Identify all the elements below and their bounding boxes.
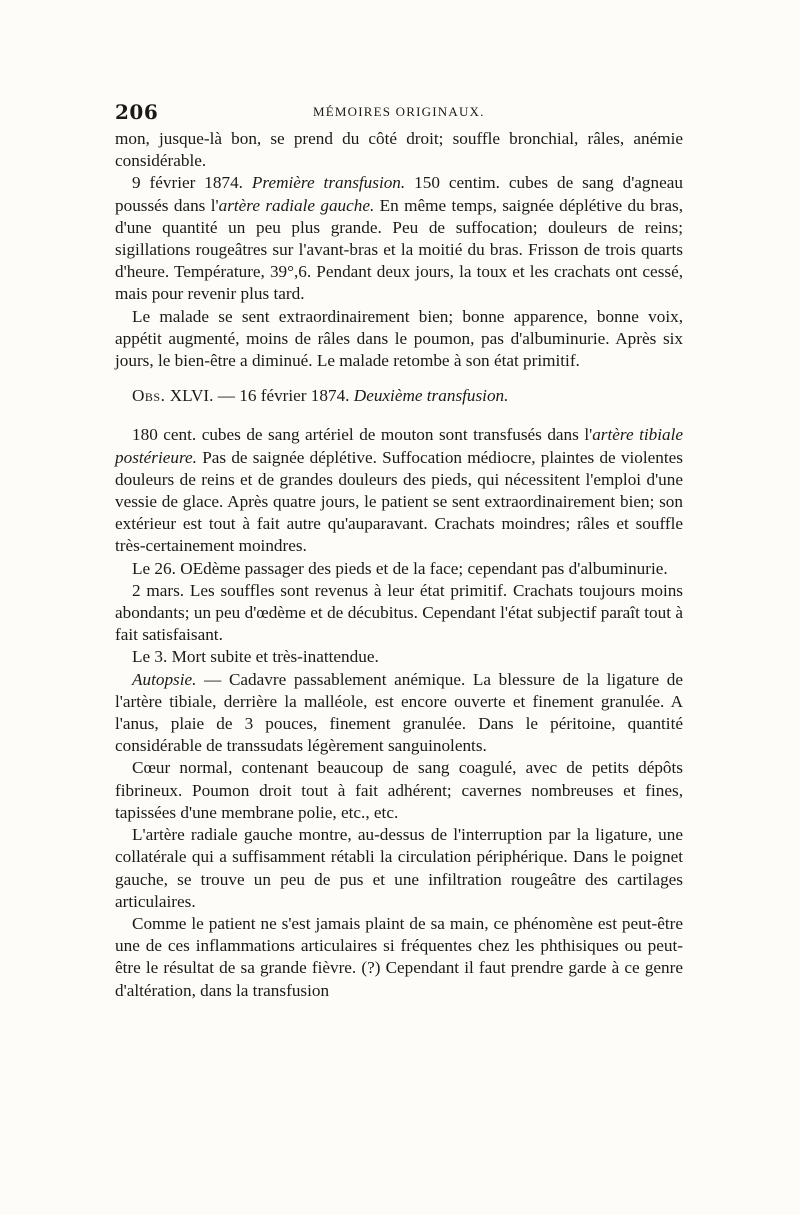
paragraph-2-text-a: 150 centim. cubes de sang d'agneau poussés dans l' [115,173,683,215]
observation-label: Obs. [132,386,166,406]
paragraph-11-text: Comme le patient ne s'est jamais plaint de sa main, ce phénomène est peut-être une de ces inflammations articulaires si fréquentes chez les phthisiques ou peut-être le résultat de sa grande fièvre. (?) Cependant il faut prendre garde à ce genre d'altération, dans la transfusion [115,913,683,1000]
paragraph-9-text: Cœur normal, contenant beaucoup de sang coagulé, avec de petits dépôts fibrineux. Poumon droit tout à fait adhérent; cavernes nombreuses et fines, tapissées d'une membrane polie, etc., etc. [115,758,683,822]
paragraph-11 [115,913,683,1002]
paragraph-8 [115,669,683,758]
running-head [115,100,685,124]
paragraph-4-text-a: 180 cent. cubes de sang artériel de mouton sont transfusés dans l' [132,425,593,445]
date-first-transfusion: 9 février 1874. [132,173,252,193]
paragraph-2 [115,172,683,305]
paragraph-2-text-b: En même temps, saignée déplétive du bras, d'une quantité un peu plus grande. Peu de suffocation; douleurs de reins; sigillations rougeâtres sur l'avant-bras et la moitié du bras. Frisson de trois quarts d'heure. Température, 39°,6. Pendant deux jours, la toux et les crachats ont cessé, mais pour revenir plus tard. [115,195,684,304]
paragraph-6 [115,580,683,647]
paragraph-9 [115,757,683,824]
tibial-artery-term: artère tibiale postérieure. [115,425,683,467]
paragraph-4 [115,424,683,557]
paragraph-3-text: Le malade se sent extraordinairement bien; bonne apparence, bonne voix, appétit augmenté, moins de râles dans le poumon, pas d'albuminurie. Après six jours, le bien-être a diminué. Le malade retombe à son état primitif. [115,306,683,371]
observation-heading [115,385,683,407]
paragraph-10 [115,824,683,913]
paragraph-5 [115,558,683,580]
paragraph-7-text: Le 3. Mort subite et très-inattendue. [132,647,379,667]
paragraph-6-text: 2 mars. Les souffles sont revenus à leur état primitif. Crachats toujours moins abondants; un peu d'œdème et de décubitus. Cependant l'état subjectif paraît tout à fait satisfaisant. [115,580,683,645]
paragraph-3 [115,306,683,373]
running-title: MÉMOIRES ORIGINAUX. [313,104,485,119]
observation-title: Deuxième transfusion. [353,386,509,406]
observation-number-date: XLVI. — 16 février 1874. [165,386,354,406]
paragraph-1 [115,128,683,172]
paragraph-10-text: L'artère radiale gauche montre, au-dessus de l'interruption par la ligature, une collatérale qui a suffisamment rétabli la circulation périphérique. Dans le poignet gauche, se trouve un peu de pus et une infiltration rougeâtre des cartilages articulaires. [115,825,683,911]
main-text [115,128,683,1002]
first-transfusion-title: Première transfusion. [251,173,406,193]
autopsy-label: Autopsie. [132,669,197,689]
paragraph-4-text-b: Pas de saignée déplétive. Suffocation médiocre, plaintes de violentes douleurs de reins et de grandes douleurs des pieds, qui nécessitent l'emploi d'une vessie de glace. Après quatre jours, le patient se sent extraordinairement bien; son extérieur est tout à fait autre qu'auparavant. Crachats moindres; râles et souffle très-certainement moindres. [115,447,683,556]
paragraph-7 [115,646,683,668]
paragraph-8-text: — Cadavre passablement anémique. La blessure de la ligature de l'artère tibiale, derrière la malléole, est encore ouverte et finement granulée. A l'anus, plaie de 3 pouces, finement granulée. Dans le péritoine, quantité considérable de transsudats légèrement sanguinolents. [115,669,683,756]
paragraph-1-text: mon, jusque-là bon, se prend du côté droit; souffle bronchial, râles, anémie considérable. [115,129,683,171]
paragraph-5-text: Le 26. OEdème passager des pieds et de la face; cependant pas d'albuminurie. [132,558,668,578]
radial-artery-term: artère radiale gauche. [218,195,375,215]
page-number: 206 [115,100,159,124]
